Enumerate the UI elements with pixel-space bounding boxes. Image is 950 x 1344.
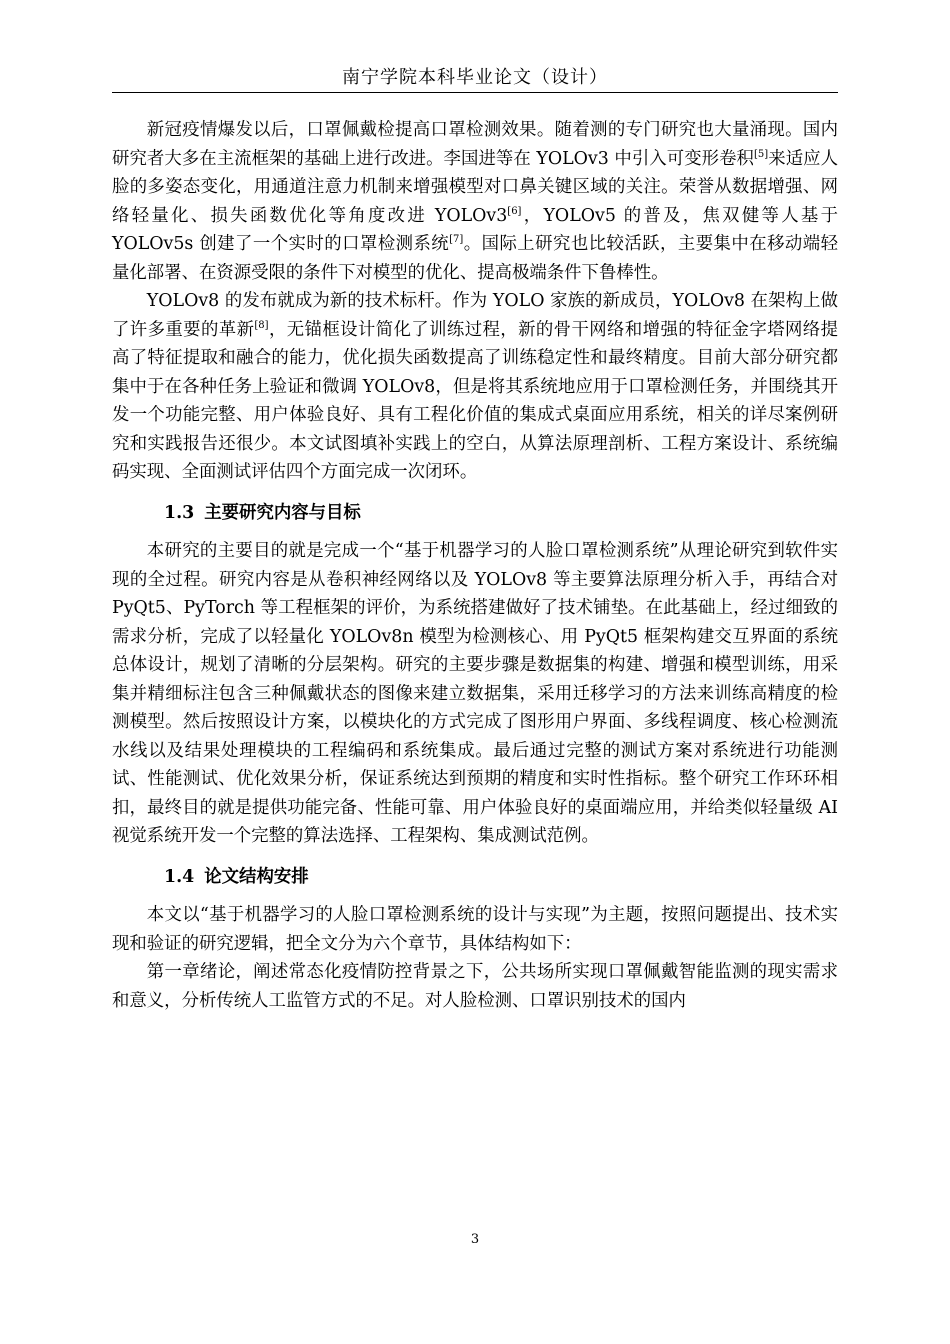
citation: [5] — [754, 148, 769, 160]
header-rule — [112, 92, 838, 93]
section-1-3-paragraph: 本研究的主要目的就是完成一个“基于机器学习的人脸口罩检测系统”从理论研究到软件实现的全过程。研究内容是从卷积神经网络以及 YOLOv8 等主要算法原理分析入手，再结合对 PyQt5、PyTorch 等工程框架的评价，为系统搭建做好了技术铺垫。在此基础上，经过细致的需求分析，完成了以轻量化 YOLOv8n 模型为检测核心、用 PyQt5 框架构建交互界面的系统总体设计，规划了清晰的分层架构。研究的主要步骤是数据集的构建、增强和模型训练，用采集并精细标注包含三种佩戴状态的图像来建立数据集，采用迁移学习的方法来训练高精度的检测模型。然后按照设计方案，以模块化的方式完成了图形用户界面、多线程调度、核心检测流水线以及结果处理模块的工程编码和系统集成。最后通过完整的测试方案对系统进行功能测试、性能测试、优化效果分析，保证系统达到预期的精度和实时性指标。整个研究工作环环相扣，最终目的就是提供功能完备、性能可靠、用户体验良好的桌面端应用，并给类似轻量级 AI 视觉系统开发一个完整的算法选择、工程架构、集成测试范例。 — [112, 541, 838, 846]
section-1-4-paragraph-2: 第一章绪论，阐述常态化疫情防控背景之下，公共场所实现口罩佩戴智能监测的现实需求和意义，分析传统人工监管方式的不足。对人脸检测、口罩识别技术的国内 — [112, 962, 838, 1011]
body-text — [112, 116, 838, 1015]
citation: [7] — [449, 234, 464, 246]
section-heading-1-3: 1.3 主要研究内容与目标 — [164, 502, 361, 523]
paragraph-1: 新冠疫情爆发以后，口罩佩戴检提高口罩检测效果。随着测的专门研究也大量涌现。国内研究者大多在主流框架的基础上进行改进。李国进等在 YOLOv3 中引入可变形卷积[5]来适应人脸的多姿态变化，用通道注意力机制来增强模型对口鼻关键区域的关注。荣誉从数据增强、网络轻量化、损失函数优化等角度改进 YOLOv3[6]，YOLOv5 的普及，焦双健等人基于 YOLOv5s 创建了一个实时的口罩检测系统[7]。国际上研究也比较活跃，主要集中在移动端轻量化部署、在资源受限的条件下对模型的优化、提高极端条件下鲁棒性。 — [112, 120, 838, 283]
running-header: 南宁学院本科毕业论文（设计） — [342, 67, 608, 88]
paragraph-2: YOLOv8 的发布就成为新的技术标杆。作为 YOLO 家族的新成员，YOLOv8 在架构上做了许多重要的革新[8]，无锚框设计简化了训练过程，新的骨干网络和增强的特征金字塔网络提高了特征提取和融合的能力，优化损失函数提高了训练稳定性和最终精度。目前大部分研究都集中于在各种任务上验证和微调 YOLOv8，但是将其系统地应用于口罩检测任务，并围绕其开发一个功能完整、用户体验良好、具有工程化价值的集成式桌面应用系统，相关的详尽案例研究和实践报告还很少。本文试图填补实践上的空白，从算法原理剖析、工程方案设计、系统编码实现、全面测试评估四个方面完成一次闭环。 — [112, 291, 838, 482]
citation: [8] — [254, 319, 269, 331]
section-1-4-paragraph-1: 本文以“基于机器学习的人脸口罩检测系统的设计与实现”为主题，按照问题提出、技术实现和验证的研究逻辑，把全文分为六个章节，具体结构如下： — [112, 905, 838, 954]
section-heading-1-4: 1.4 论文结构安排 — [164, 866, 309, 887]
page-number: 3 — [470, 1232, 480, 1247]
citation: [6] — [507, 205, 522, 217]
